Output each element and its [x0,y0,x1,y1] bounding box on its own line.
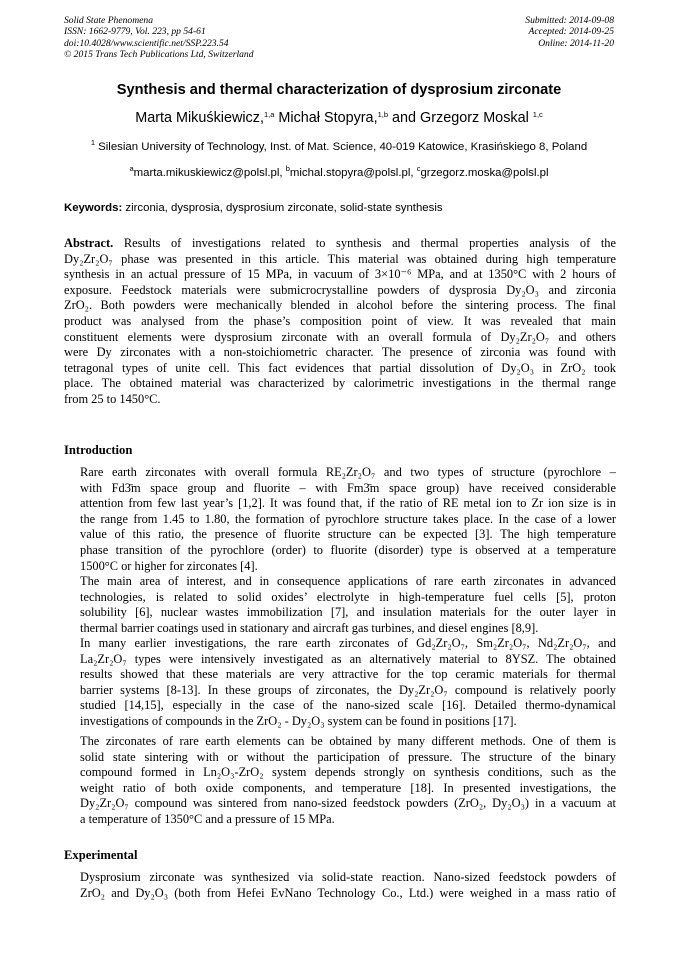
abstract-line: were Dy zirconates with a non-stoichiometric character. The presence of zirconia was found with [64,345,616,360]
author-1-sup: 1,a [263,110,275,119]
abstract-line: place. The obtained material was characterized by calorimetric investigations in the thermal range [64,376,616,391]
email-c-sup: c [416,164,421,173]
paragraph-line: In many earlier investigations, the rare earth zirconates of Gd₂Zr₂O₇, Sm₂Zr₂O₇, Nd₂Zr₂O₇, and [80,636,616,650]
keywords [64,202,616,214]
paragraph-line: weight ratio of both oxide components, and temperature [18]. In presented investigations, the [80,780,616,795]
intro-paragraph-2 [64,574,616,636]
paragraph-line: phase transition of the pyrochlore (order) to fluorite (disorder) type is observed at a temperature [80,542,616,557]
paragraph-line: 1500°C or higher for zirconates [4]. [80,558,258,573]
paragraph-line: solubility [6], nuclear wastes immobilization [7], and insulation materials for the outer layer in [80,605,616,620]
header-right [525,15,614,49]
author-list [0,110,678,126]
intro-paragraph-4 [64,734,616,828]
section-heading-experimental: Experimental [64,848,138,862]
email-b-sup: b [285,164,290,173]
author-1: Marta Mikuśkiewicz, [135,110,264,126]
abstract-line: synthesis in an actual pressure of 15 MPa, in vacuum of 3×10⁻⁶ MPa, and at 1350°C with 2 hours of [64,267,616,282]
paragraph-line: investigations of compounds in the ZrO₂ - Dy₂O₃ system can be found in positions [17]. [80,713,517,728]
abstract [64,236,616,408]
author-3-sup: 1,c [532,110,543,119]
email-a[interactable]: marta.mikuskiewicz@polsl.pl, [133,167,286,179]
header-left [64,15,254,61]
abstract-line: product was analysed from the phase’s composition point of view. It was revealed that main [64,313,616,328]
abstract-line: Abstract. Results of investigations related to synthesis and thermal properties analysis of the [64,236,616,250]
issn: ISSN: 1662-9779, Vol. 223, pp 54-61 [64,26,206,38]
paragraph-line: barrier systems [8-13]. In these groups of zirconates, the Dy₂Zr₂O₇ compound is relatively poorly [80,682,616,697]
online-date: Online: 2014-11-20 [538,37,614,49]
experimental-paragraph-1 [64,870,616,901]
author-2: Michał Stopyra, [274,110,378,126]
paragraph-line: La₂Zr₂O₇ types were intensively investigated as an alternatively material to 8YSZ. The obtained [80,651,616,666]
author-2-sup: 1,b [377,110,389,119]
abstract-line: constituent elements were dysprosium zirconate with an overall formula of Dy₂Zr₂O₇ and others [64,329,616,344]
paragraph-line: thermal barrier coatings used in stationary and aircraft gas turbines, and diesel engines [8,9]. [80,620,539,635]
affiliation-sup: 1 [90,138,95,147]
paragraph-line: solid state sintering with or without the participation of pressure. The structure of the binary [80,749,616,764]
paragraph-line: Dy₂Zr₂O₇ compound was sintered from nano-sized feedstock powders (ZrO₂, Dy₂O₃) in a vacuum at [80,796,616,811]
abstract-line: from 25 to 1450°C. [64,391,161,406]
paragraph-line: studied [14,15], especially in the case of the nano-sized scale [16]. Detailed thermo-dynamical [80,698,616,713]
affiliation-text: Silesian University of Technology, Inst. of Mat. Science, 40-019 Katowice, Krasińskiego 8, Poland [95,141,588,153]
section-heading-introduction: Introduction [64,443,133,457]
paper-title: Synthesis and thermal characterization of dysprosium zirconate [116,82,562,98]
paragraph-line: Rare earth zirconates with overall formula RE₂Zr₂O₇ and two types of structure (pyrochlore – [80,465,616,479]
paragraph-line: compound formed in Ln₂O₃-ZrO₂ system depends strongly on synthesis conditions, such as the [80,765,616,780]
paragraph-line: ZrO₂ and Dy₂O₃ (both from Hefei EvNano Technology Co., Ltd.) were weighed in a mass ratio of [80,885,616,900]
journal-name: Solid State Phenomena [64,15,153,26]
abstract-line: Dy₂Zr₂O₇ phase was presented in this article. This material was obtained during high temperature [64,251,616,266]
email-a-sup: a [129,164,134,173]
email-b[interactable]: michal.stopyra@polsl.pl, [289,167,417,179]
paragraph-line: a temperature of 1350°C and a pressure of 15 MPa. [80,811,335,826]
paragraph-line: results showed that these materials are very attractive for the top ceramic materials for thermal [80,667,616,682]
paragraph-line: The zirconates of rare earth elements can be obtained by many different methods. One of them is [80,734,616,748]
paragraph-line: Dysprosium zirconate was synthesized via solid-state reaction. Nano-sized feedstock powders of [80,870,616,884]
abstract-line: tetragonal types of unite cell. This fact evidences that partial dissolution of Dy₂O₃ in ZrO₂ took [64,360,616,375]
copyright: © 2015 Trans Tech Publications Ltd, Switzerland [64,49,254,61]
paragraph-line: value of this ratio, the presence of fluorite structure can be expected [3]. The high temperature [80,527,616,542]
paragraph-line: The main area of interest, and in consequence applications of rare earth zirconates in advanced [80,574,616,588]
submitted-date: Submitted: 2014-09-08 [525,15,614,26]
abstract-line: exposure. Feedstock materials were submicrocrystalline powders of dysprosia Dy₂O₃ and zirconia [64,282,616,297]
email-list [0,164,678,179]
paragraph-line: with Fd3̄m space group and fluorite – with Fm3̄m space group) have received considerable [80,480,616,495]
abstract-line: ZrO₂. Both powders were mechanically blended in alcohol before the sintering process. The final [64,298,616,313]
paragraph-line: the range from 1.45 to 1.80, the formation of pyrochlore structure takes place. In the case of a lower [80,511,616,526]
intro-paragraph-3 [64,636,616,730]
intro-paragraph-1 [64,465,616,574]
paragraph-line: technologies, is related to solid oxides’ electrolyte in high-temperature fuel cells [5], proton [80,589,616,604]
abstract-label: Abstract. [64,236,114,250]
keywords-text: zirconia, dysprosia, dysprosium zirconate, solid-state synthesis [122,202,443,214]
accepted-date: Accepted: 2014-09-25 [528,26,614,38]
author-3: and Grzegorz Moskal [388,110,533,126]
paragraph-line: attention from few last year’s [1,2]. It was found that, if the ratio of RE metal ion to Zr ion size is in [80,496,616,511]
affiliation [0,138,678,153]
keywords-label: Keywords: [64,202,123,214]
doi[interactable]: doi:10.4028/www.scientific.net/SSP.223.54 [64,37,229,49]
email-c[interactable]: grzegorz.moska@polsl.pl [420,167,549,179]
